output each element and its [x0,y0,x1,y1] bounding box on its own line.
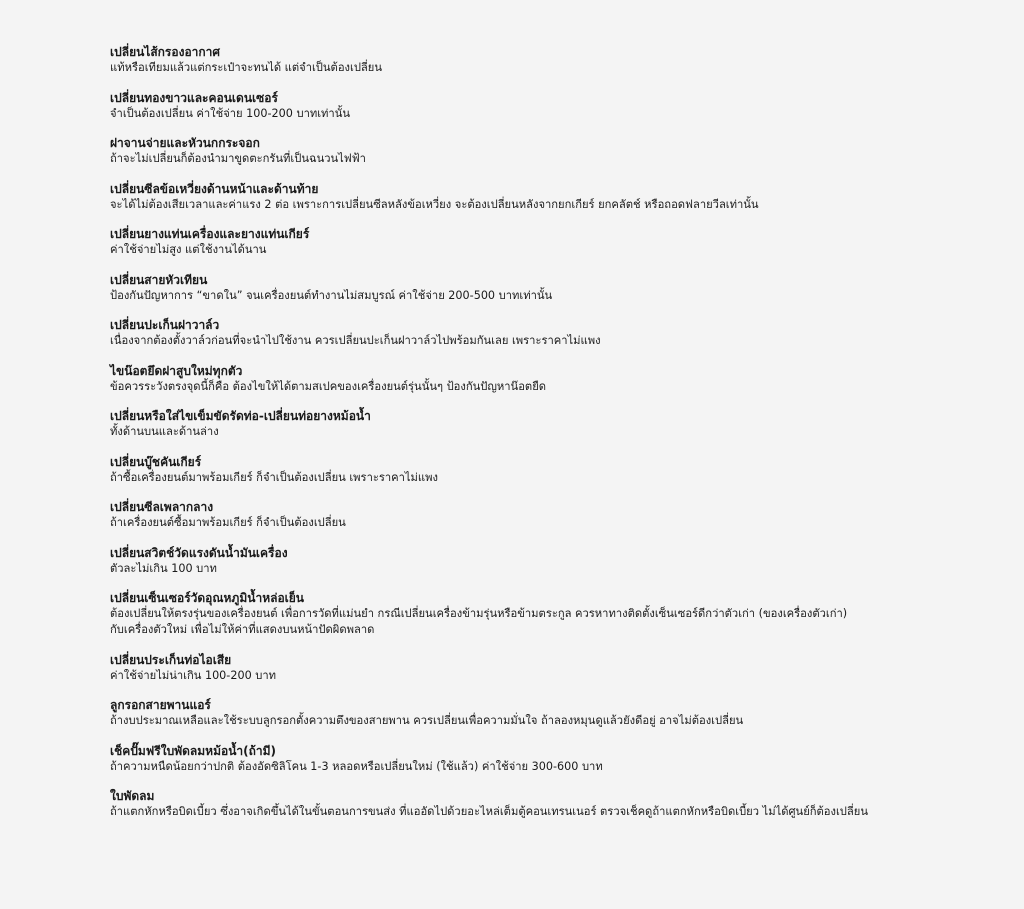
list-item [110,181,895,213]
item-description: ตัวละไม่เกิน 100 บาท [110,561,217,575]
item-title: เปลี่ยนสวิตช์วัดแรงดันน้ำมันเครื่อง [110,545,288,560]
item-description: จะได้ไม่ต้องเสียเวลาและค่าแรง 2 ต่อ เพราะการเปลี่ยนซีลหลังข้อเหวี่ยง จะต้องเปลี่ยนหลังจากยกเกียร์ ยกคลัตช์ หรือถอดฟลายวีลเท่านั้น [110,197,759,211]
item-title: เปลี่ยนหรือใส่ไขเข็มขัดรัดท่อ-เปลี่ยนท่อยางหม้อน้ำ [110,409,371,423]
item-title: ไขน๊อตยึดฝาสูบใหม่ทุกตัว [110,363,243,378]
item-title: เปลี่ยนซีลข้อเหวี่ยงด้านหน้าและด้านท้าย [110,181,319,196]
item-title: เปลี่ยนปะเก็นฝาวาล์ว [110,318,220,332]
item-title: เปลี่ยนยางแท่นเครื่องและยางแท่นเกียร์ [110,227,310,241]
list-item [110,272,895,304]
item-title: ลูกรอกสายพานแอร์ [110,698,211,712]
item-title: เปลี่ยนซีลเพลากลาง [110,500,214,514]
list-item [110,226,895,258]
list-item [110,697,895,729]
item-title: ฝาจานจ่ายและหัวนกกระจอก [110,136,260,150]
item-description: ค่าใช้จ่ายไม่สูง แต่ใช้งานได้นาน [110,243,267,256]
item-description: เนื่องจากต้องตั้งวาล์วก่อนที่จะนำไปใช้งาน ควรเปลี่ยนปะเก็นฝาวาล์วไปพร้อมกันเลย เพราะราคาไม่แพง [110,334,601,347]
list-item [110,788,895,820]
list-item [110,135,895,167]
item-description: ถ้างบประมาณเหลือและใช้ระบบลูกรอกตั้งความตึงของสายพาน ควรเปลี่ยนเพื่อความมั่นใจ ถ้าลองหมุนดูแล้วยังดีอยู่ อาจไม่ต้องเปลี่ยน [110,714,744,727]
item-title: เปลี่ยนไส้กรองอากาศ [110,45,221,59]
list-item [110,363,895,395]
item-description: จำเป็นต้องเปลี่ยน ค่าใช้จ่าย 100-200 บาทเท่านั้น [110,106,351,120]
item-description: ทั้งด้านบนและด้านล่าง [110,425,219,438]
item-title: เปลี่ยนทองขาวและคอนเดนเซอร์ [110,90,278,105]
item-description: แท้หรือเทียมแล้วแต่กระเป๋าจะทนได้ แต่จำเป็นต้องเปลี่ยน [110,61,382,74]
item-description: ถ้าเครื่องยนต์ซื้อมาพร้อมเกียร์ ก็จำเป็นต้องเปลี่ยน [110,516,346,529]
list-item [110,317,895,349]
list-item [110,454,895,486]
item-description: ค่าใช้จ่ายไม่น่าเกิน 100-200 บาท [110,668,277,682]
item-description: ต้องเปลี่ยนให้ตรงรุ่นของเครื่องยนต์ เพื่อการวัดที่แม่นยำ กรณีเปลี่ยนเครื่องข้ามรุ่นหรือข้ามตระกูล ควรหาทางติดตั้งเซ็นเซอร์ดีกว่าตัวเก่า (ของเครื่องตัวเก่า) [110,607,848,620]
item-title: เปลี่ยนบู๊ชคันเกียร์ [110,454,202,469]
list-item [110,499,895,531]
document-body [110,44,895,834]
item-description: ถ้าจะไม่เปลี่ยนก็ต้องนำมาขูดตะกรันที่เป็นฉนวนไฟฟ้า [110,152,366,165]
list-item [110,590,895,638]
item-title: ใบพัดลม [110,789,155,803]
item-title: เช็คปั๊มฟรีใบพัดลมหม้อน้ำ(ถ้ามี) [110,743,277,758]
item-description: ถ้าความหนืดน้อยกว่าปกติ ต้องอัดซิลิโคน 1-3 หลอดหรือเปลี่ยนใหม่ (ใช้แล้ว) ค่าใช้จ่าย 300-600 บาท [110,759,603,773]
item-title: เปลี่ยนประเก็นท่อไอเสีย [110,652,232,667]
item-title: เปลี่ยนสายหัวเทียน [110,272,208,287]
item-description-continued: กับเครื่องตัวใหม่ เพื่อไม่ให้ค่าที่แสดงบนหน้าปัดผิดพลาด [110,623,375,636]
list-item [110,743,895,775]
list-item [110,90,895,122]
list-item [110,44,895,76]
list-item [110,408,895,440]
item-description: ข้อควรระวังตรงจุดนี้ก็คือ ต้องไขให้ได้ตามสเปคของเครื่องยนต์รุ่นนั้นๆ ป้องกันปัญหาน๊อตยืด [110,379,547,393]
list-item [110,545,895,577]
item-description: ป้องกันปัญหาการ “ขาดใน” จนเครื่องยนต์ทำงานไม่สมบูรณ์ ค่าใช้จ่าย 200-500 บาทเท่านั้น [110,288,553,302]
item-description: ถ้าซื้อเครื่องยนต์มาพร้อมเกียร์ ก็จำเป็นต้องเปลี่ยน เพราะราคาไม่แพง [110,470,438,484]
item-title: เปลี่ยนเซ็นเซอร์วัดอุณหภูมิน้ำหล่อเย็น [110,591,305,605]
item-description: ถ้าแตกหักหรือบิดเบี้ยว ซึ่งอาจเกิดขึ้นได้ในขั้นตอนการขนส่ง ที่แออัดไปด้วยอะไหล่เต็มตู้คอนเทรนเนอร์ ตรวจเช็คดูถ้าแตกหักหรือบิดเบี้ยว ไม่ได้ศูนย์ก็ต้องเปลี่ยน [110,805,868,818]
list-item [110,652,895,684]
